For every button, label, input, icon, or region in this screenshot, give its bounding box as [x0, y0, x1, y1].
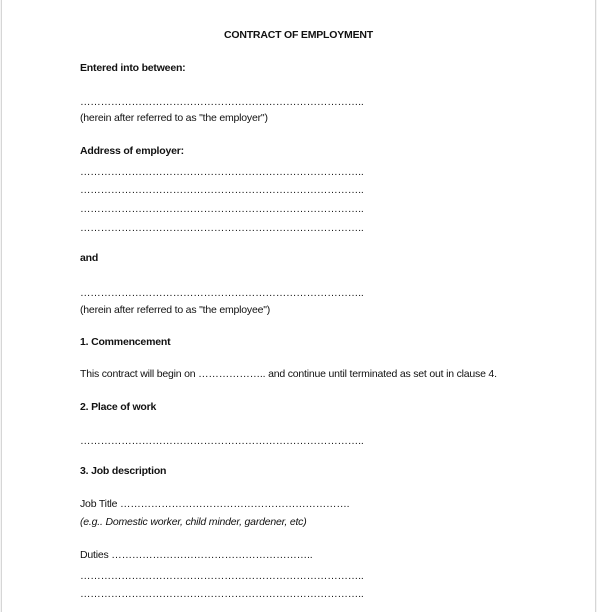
duties-blank-2: ………………………………………………………………………..	[80, 588, 364, 600]
employer-reference: (herein after referred to as "the employer")	[80, 112, 268, 124]
employee-reference: (herein after referred to as "the employee")	[80, 304, 271, 316]
job-title-line: Job Title ………………………………………………………….	[80, 498, 350, 510]
job-title-example: (e.g.. Domestic worker, child minder, gardener, etc)	[80, 516, 307, 528]
document-page	[1, 0, 596, 612]
duties-line: Duties …………………………………………………..	[80, 549, 313, 561]
address-line-4: ………………………………………………………………………..	[80, 222, 364, 234]
place-of-work-blank: ………………………………………………………………………..	[80, 435, 364, 447]
commencement-text: This contract will begin on ……………….. and continue until terminated as set out in clause 4.	[80, 368, 497, 380]
document-title: CONTRACT OF EMPLOYMENT	[223, 29, 373, 41]
entered-into-heading: Entered into between:	[80, 62, 186, 74]
job-description-heading: 3. Job description	[80, 465, 167, 477]
address-line-1: ………………………………………………………………………..	[80, 166, 364, 178]
place-of-work-heading: 2. Place of work	[80, 401, 157, 413]
address-line-2: ………………………………………………………………………..	[80, 184, 364, 196]
address-heading: Address of employer:	[80, 145, 184, 157]
duties-blank-1: ………………………………………………………………………..	[80, 570, 364, 582]
commencement-heading: 1. Commencement	[80, 336, 171, 348]
address-line-3: ………………………………………………………………………..	[80, 203, 364, 215]
employer-name-blank: ………………………………………………………………………..	[80, 96, 364, 108]
employee-name-blank: ………………………………………………………………………..	[80, 287, 364, 299]
and-label: and	[80, 252, 99, 264]
